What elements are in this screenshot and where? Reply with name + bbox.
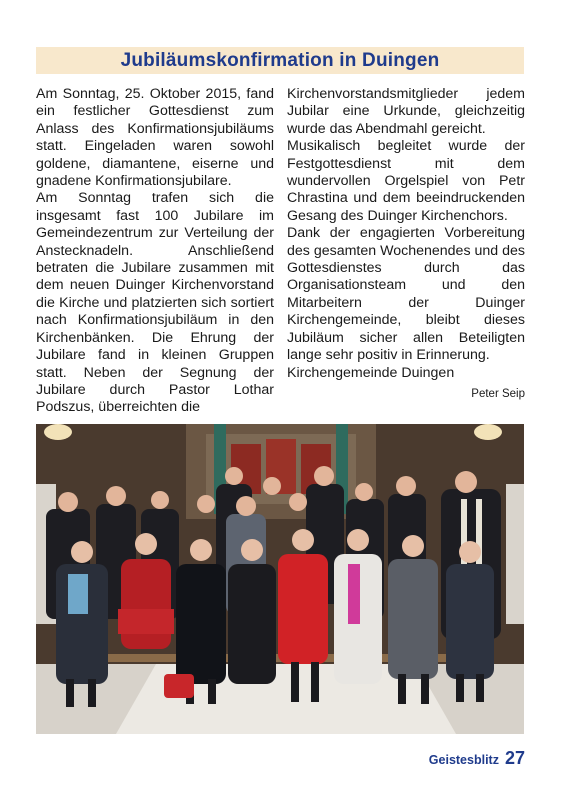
paragraph: Dank der engagierten Vorbereitung des gesamten Wochenendes und des Gottesdienstes durch das Organisationsteam und den Mitarbeitern der Duinger Kirchengemeinde, bleibt dieses Jubiläum sicher allen Beteiligten lange sehr positiv in Erinnerung.	[287, 225, 525, 364]
author-credit: Peter Seip	[471, 387, 525, 400]
paragraph: Kirchenvorstandsmitglieder jedem Jubilar eine Urkunde, gleichzeitig wurde das Abendmahl gereicht.	[287, 86, 525, 137]
signature-line: Kirchengemeinde Duingen	[287, 364, 455, 381]
group-photo	[36, 424, 524, 734]
page-number: 27	[504, 748, 525, 768]
article-title: Jubiläumskonfirmation in Duingen	[120, 49, 440, 71]
title-bar	[36, 47, 524, 74]
paragraph: Am Sonntag, 25. Oktober 2015, fand ein festlicher Gottesdienst zum Anlass des Konfirmationsjubiläums statt. Eingeladen waren sowohl goldene, diamantene, eiserne und gnadene Konfirmationsjubilare.	[36, 86, 274, 190]
paragraph: Musikalisch begleitet wurde der Festgottesdienst mit dem wundervollen Orgelspiel von Petr Chrastina und dem beeindruckenden Gesang des Duinger Kirchenchors.	[287, 138, 525, 224]
paragraph: Am Sonntag trafen sich die insgesamt fast 100 Jubilare im Gemeindezentrum zur Verteilung der Anstecknadeln. Anschließend betraten die Jubilare zusammen mit dem neuen Duinger Kirchenvorstand die Kirche und platzierten sich sortiert nach Konfirmationsjubiläum in den Kirchenbänken. Die Ehrung der Jubilare fand in kleinen Gruppen statt. Neben der Segnung der Jubilare durch Pastor Lothar Podszus, überreichten die	[36, 190, 274, 416]
publication-name: Geistesblitz	[428, 753, 499, 767]
page-footer	[429, 748, 525, 769]
right-column	[287, 86, 525, 403]
left-column	[36, 86, 274, 417]
